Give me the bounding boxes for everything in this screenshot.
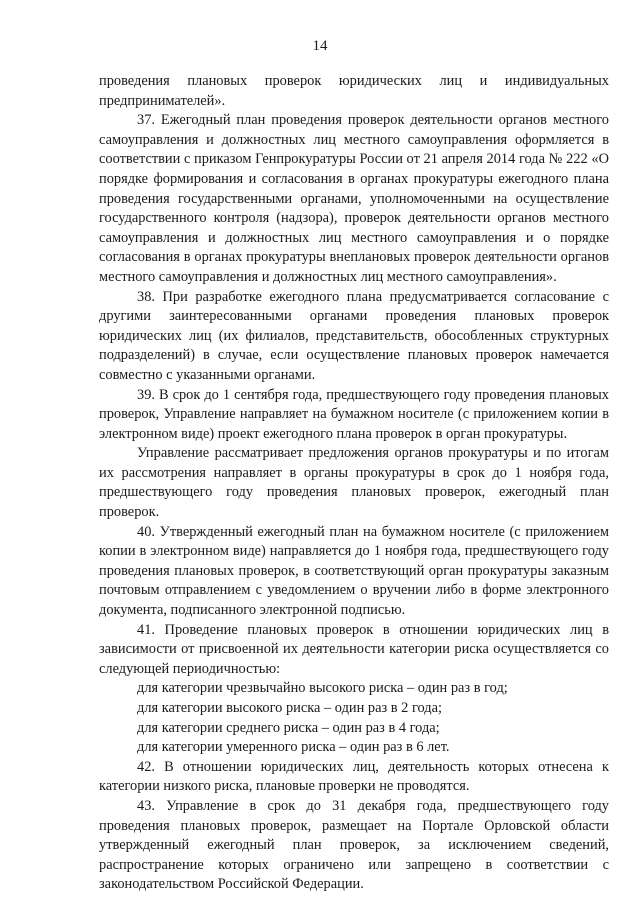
paragraph-38: 38. При разработке ежегодного плана предусматривается согласование с другими заинтересованными органами проведения плановых проверок юридических лиц (их филиалов, представительств, обособленных структурных подразделений) в случае, если осуществление плановых проверок намечается совместно с указанными органами. bbox=[99, 288, 609, 383]
document-body bbox=[99, 72, 609, 895]
paragraph-39: 39. В срок до 1 сентября года, предшествующего году проведения плановых проверок, Управление направляет на бумажном носителе (с приложением копии в электронном виде) проект ежегодного плана проверок в орган прокуратуры. bbox=[99, 386, 609, 442]
paragraph-43: 43. Управление в срок до 31 декабря года, предшествующего году проведения плановых проверок, размещает на Портале Орловской области утвержденный ежегодный план проверок, за исключением сведений, распространение которых ограничено или запрещено в соответствии с законодательством Российской Федерации. bbox=[99, 797, 609, 893]
paragraph-37: 37. Ежегодный план проведения проверок деятельности органов местного самоуправления и должностных лиц местного самоуправления оформляется в соответствии с приказом Генпрокуратуры России от 21 апреля 2014 года № 222 «О порядке формирования и согласования в органах прокуратуры ежегодного плана проведения государственными органами, уполномоченными на осуществление государственного контроля (надзора), проверок деятельности органов местного самоуправления и должностных лиц местного самоуправления и о порядке согласования в органах прокуратуры внеплановых проверок деятельности органов местного самоуправления и должностных лиц местного самоуправления». bbox=[99, 112, 609, 285]
list-item-moderate-risk: для категории умеренного риска – один раз в 6 лет. bbox=[137, 739, 450, 756]
paragraph-41: 41. Проведение плановых проверок в отношении юридических лиц в зависимости от присвоенной их деятельности категории риска осуществляется со следующей периодичностью: bbox=[99, 621, 609, 677]
page-number: 14 bbox=[312, 38, 328, 54]
list-item-medium-risk: для категории среднего риска – один раз в 4 года; bbox=[137, 719, 440, 736]
paragraph-42: 42. В отношении юридических лиц, деятельность которых отнесена к категории низкого риска, плановые проверки не проводятся. bbox=[99, 758, 609, 795]
list-item-high-risk: для категории высокого риска – один раз в 2 года; bbox=[137, 700, 442, 716]
paragraph-continuation: проведения плановых проверок юридических лиц и индивидуальных предпринимателей». bbox=[99, 73, 609, 109]
list-item-extremely-high-risk: для категории чрезвычайно высокого риска – один раз в год; bbox=[137, 680, 508, 697]
paragraph-40: 40. Утвержденный ежегодный план на бумажном носителе (с приложением копии в электронном виде) направляется до 1 ноября года, предшествующего году проведения плановых проверок, в соответствующий орган прокуратуры заказным почтовым отправлением с уведомлением о вручении либо в форме электронного документа, подписанного электронной подписью. bbox=[99, 523, 609, 619]
paragraph-39-review: Управление рассматривает предложения органов прокуратуры и по итогам их рассмотрения направляет в органы прокуратуры в срок до 1 ноября года, предшествующего году проведения плановых проверок, ежегодный план проверок. bbox=[99, 445, 609, 521]
